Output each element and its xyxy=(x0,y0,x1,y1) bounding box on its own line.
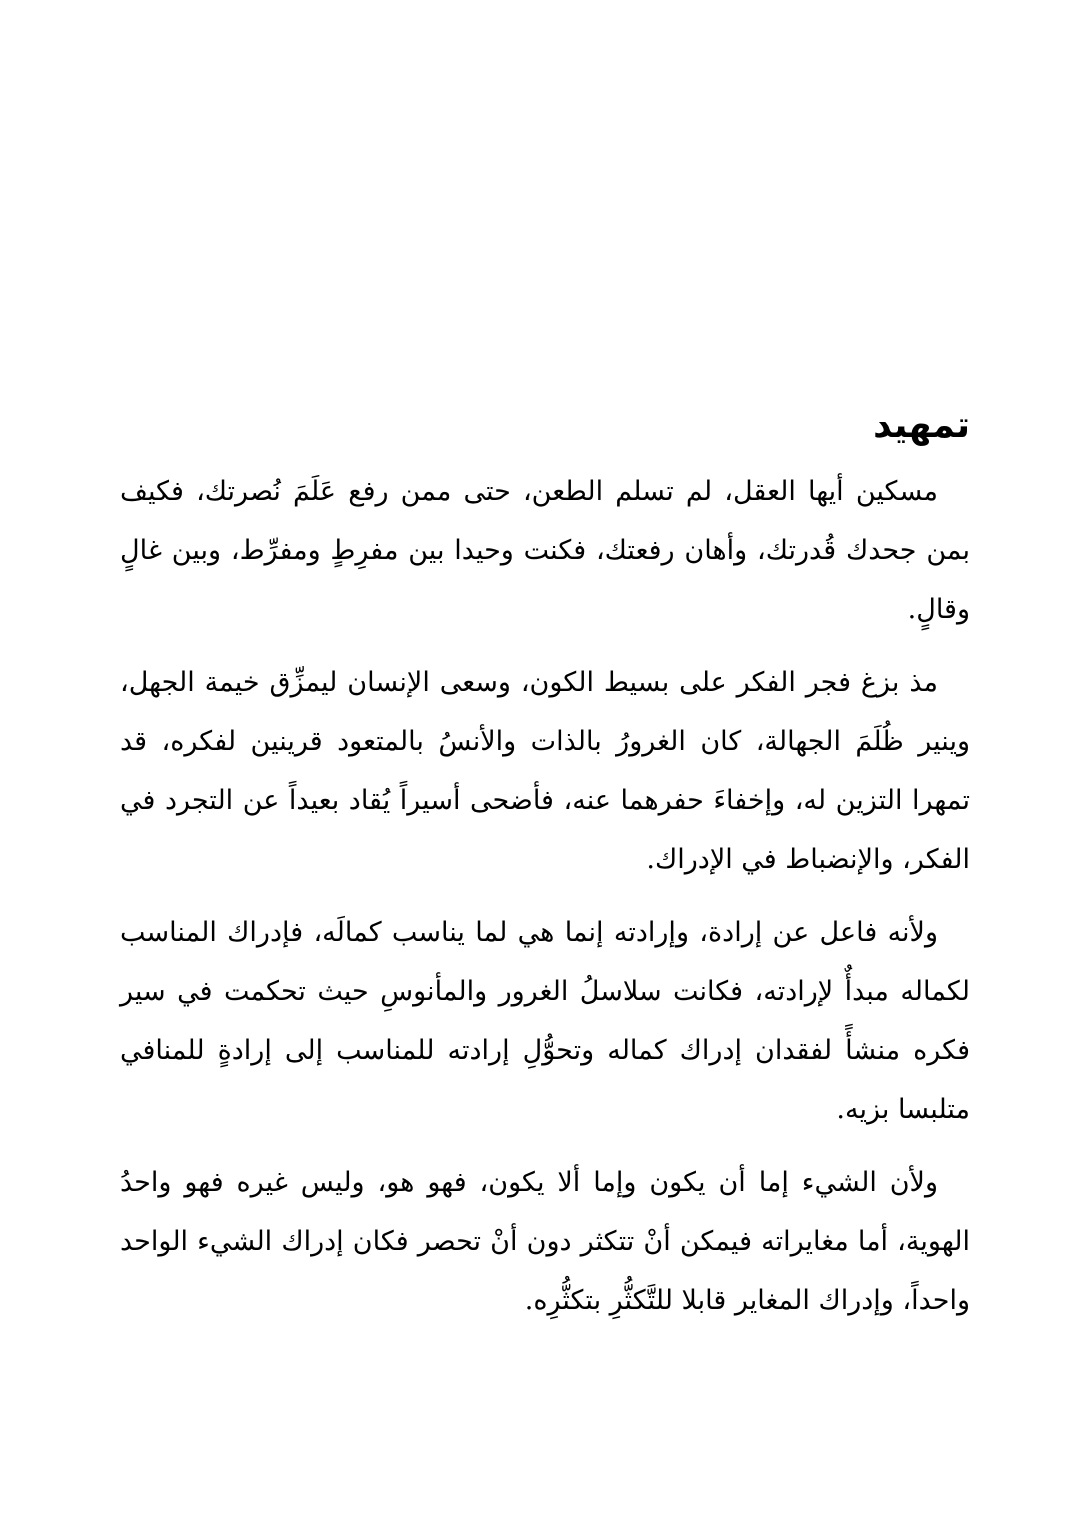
page-content xyxy=(120,398,970,1344)
paragraph-3: ولأنه فاعل عن إرادة، وإرادته إنما هي لما يناسب كمالَه، فإدراك المناسب لكماله مبدأٌ لإرادته، فكانت سلاسلُ الغرور والمأنوسِ حيث تحكمت في سير فكره منشأً لفقدان إدراك كماله وتحوُّلِ إرادته للمناسب إلى إرادةٍ للمنافي متلبسا بزيه. xyxy=(120,917,970,1125)
paragraph-4: ولأن الشيء إما أن يكون وإما ألا يكون، فهو هو، وليس غيره فهو واحدُ الهوية، أما مغايراته فيمكن أنْ تتكثر دون أنْ تحصر فكان إدراك الشيء الواحد واحداً، وإدراك المغاير قابلا للتَّكثُّرِ بتكثُّرِه. xyxy=(120,1167,970,1316)
paragraph-1: مسكين أيها العقل، لم تسلم الطعن، حتى ممن رفع عَلَمَ نُصرتك، فكيف بمن جحدك قُدرتك، وأهان رفعتك، فكنت وحيدا بين مفرِطٍ ومفرِّط، وبين غالٍ وقالٍ. xyxy=(120,476,970,625)
paragraph-2: مذ بزغ فجر الفكر على بسيط الكون، وسعى الإنسان ليمزِّق خيمة الجهل، وينير ظُلَمَ الجهالة، كان الغرورُ بالذات والأنسُ بالمتعود قرينين لفكره، قد تمهرا التزين له، وإخفاءَ حفرهما عنه، فأضحى أسيراً يُقاد بعيداً عن التجرد في الفكر، والإنضباط في الإدراك. xyxy=(120,667,970,875)
page-title: تمهيد xyxy=(873,405,970,446)
